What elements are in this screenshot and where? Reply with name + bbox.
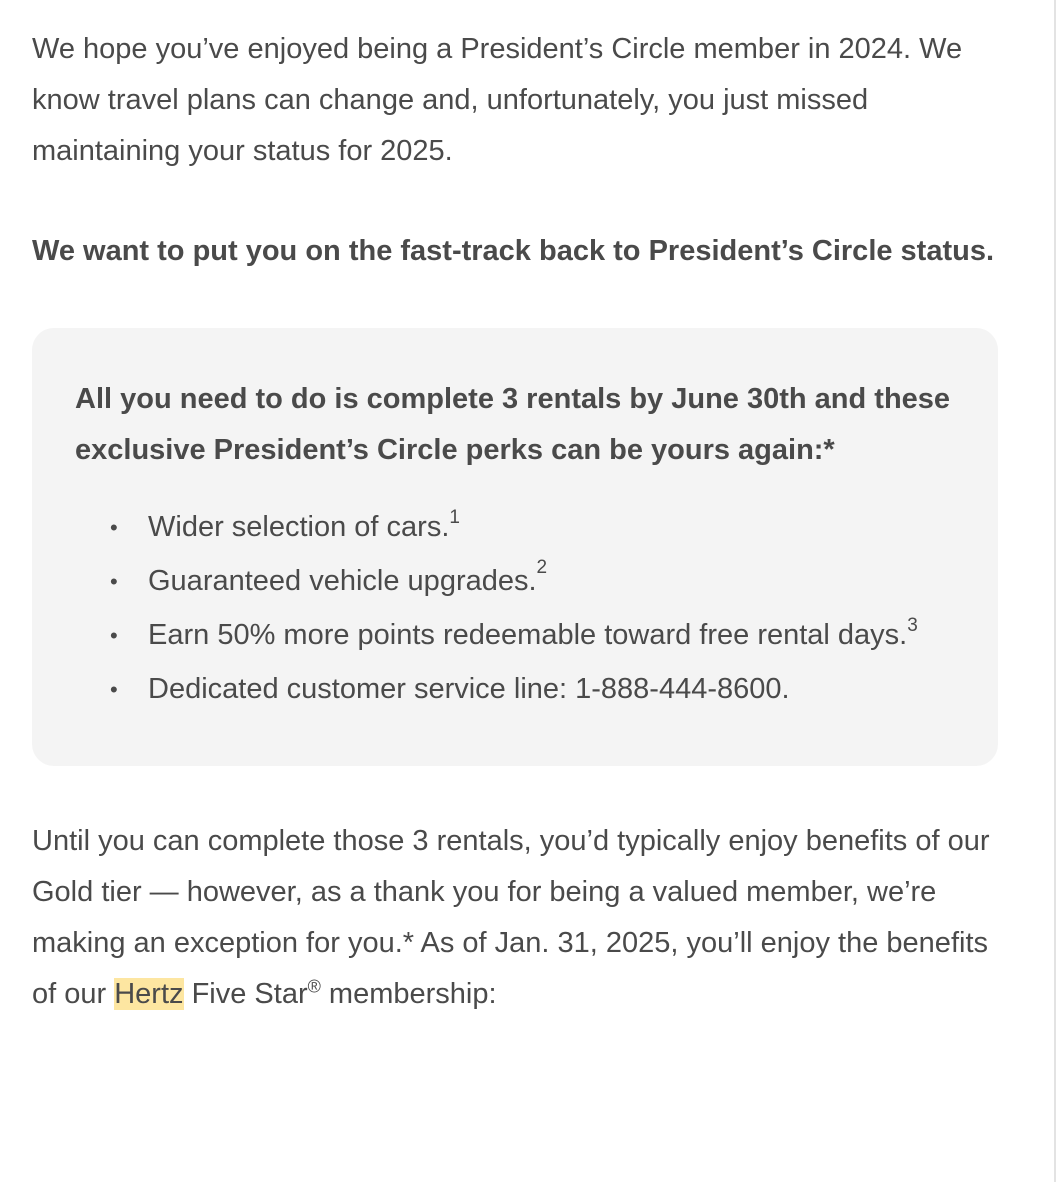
perk-item-points xyxy=(75,610,956,661)
footnote-marker: 1 xyxy=(449,507,460,529)
bullet-icon: • xyxy=(110,677,118,702)
closing-paragraph xyxy=(32,816,998,1020)
bullet-icon: • xyxy=(110,515,118,540)
intro-paragraph: We hope you’ve enjoyed being a President’s Circle member in 2024. We know travel plans can change and, unfortunately, you just missed maintaining your status for 2025. xyxy=(32,33,963,167)
perks-list xyxy=(75,502,956,715)
closing-text: Until you can complete those 3 rentals, you’d typically enjoy benefits of our Gold tier — however, as a thank you for being a valued member, we’re making an exception for you.* As of Jan. 31, 2025, you’ll enjoy the benefits of our xyxy=(32,825,990,1010)
bullet-icon: • xyxy=(110,569,118,594)
perks-heading: All you need to do is complete 3 rentals by June 30th and these exclusive President’s Circle perks can be yours again:* xyxy=(75,383,951,466)
closing-text-middle: Five Star xyxy=(183,978,308,1010)
closing-text-end: membership: xyxy=(320,978,497,1010)
perks-callout-box xyxy=(32,328,998,766)
perk-item-text: Guaranteed vehicle upgrades. xyxy=(148,565,537,597)
perk-item-text: Earn 50% more points redeemable toward free rental days. xyxy=(148,619,908,651)
registered-trademark: ® xyxy=(307,976,321,997)
footnote-marker: 3 xyxy=(907,615,918,637)
bullet-icon: • xyxy=(110,623,118,648)
perk-item-service-line xyxy=(75,664,956,715)
perk-item-text: Dedicated customer service line: 1-888-444-8600. xyxy=(148,673,790,705)
perk-item-text: Wider selection of cars. xyxy=(148,511,450,543)
highlighted-brand-name: Hertz xyxy=(114,978,184,1010)
perk-item-upgrades xyxy=(75,556,956,607)
email-body xyxy=(32,24,998,1020)
footnote-marker: 2 xyxy=(536,557,548,579)
perk-item-wider-selection xyxy=(75,502,956,553)
fast-track-paragraph: We want to put you on the fast-track back to President’s Circle status. xyxy=(32,235,995,267)
